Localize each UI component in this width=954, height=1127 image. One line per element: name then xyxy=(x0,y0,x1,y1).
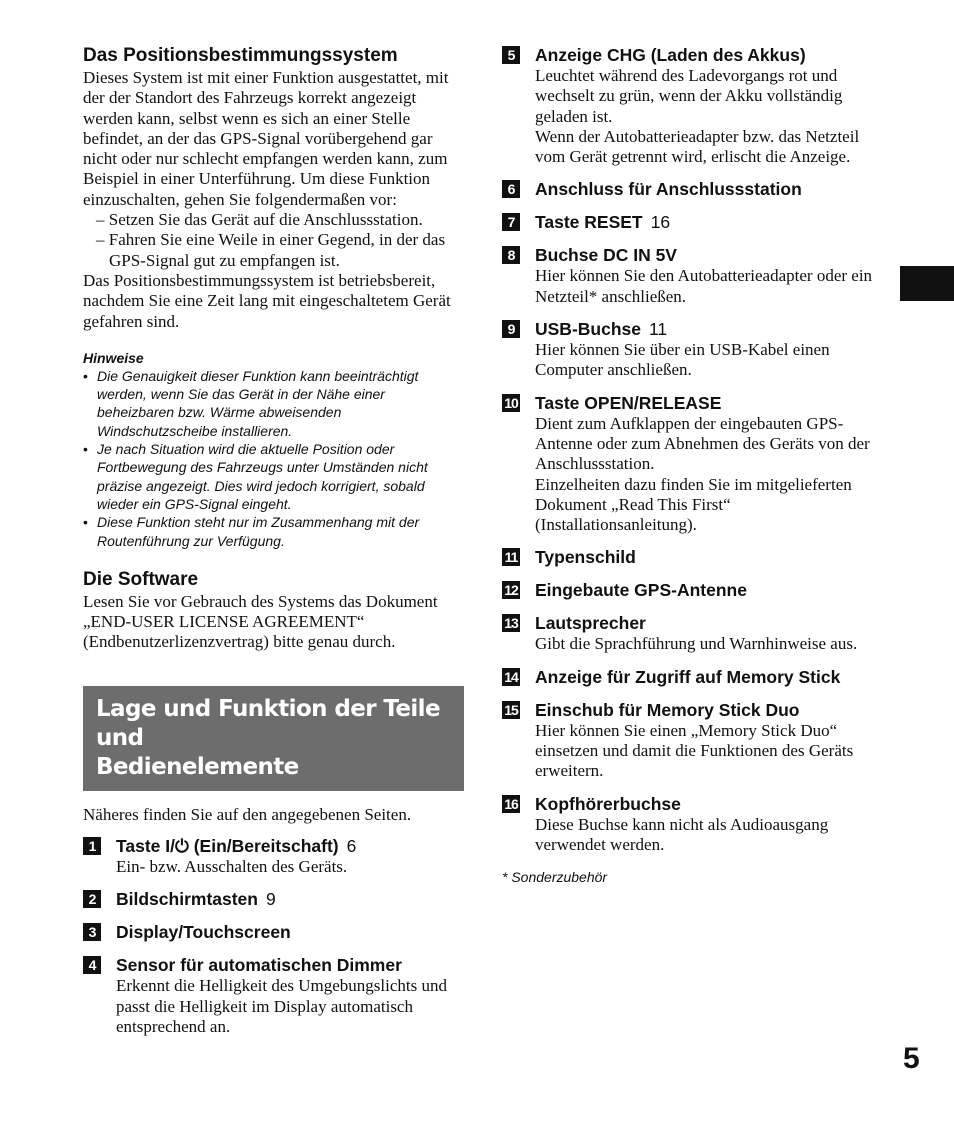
part-title xyxy=(502,244,892,266)
part-number-badge: 10 xyxy=(502,394,520,412)
part-title-text: Buchse DC IN 5V xyxy=(535,245,677,266)
part-number-badge: 11 xyxy=(502,548,520,566)
part-title xyxy=(502,44,892,66)
section-title-line2: Bedienelemente xyxy=(96,753,299,780)
part-number-badge: 15 xyxy=(502,701,520,719)
part-number-badge: 3 xyxy=(83,923,101,941)
part-item xyxy=(83,835,464,877)
part-title-text: Anzeige für Zugriff auf Memory Stick xyxy=(535,666,841,687)
part-title xyxy=(502,178,892,200)
footnote: * Sonderzubehör xyxy=(502,869,608,886)
part-title-text: Display/Touchscreen xyxy=(116,922,291,943)
part-item xyxy=(502,211,892,233)
part-description: Leuchtet während des Ladevorgangs rot und wechselt zu grün, wenn der Akku vollständig geladen ist. Wenn der Autobatterieadapter bzw. das Netzteil vom Gerät getrennt wird, erlischt die Anzeige. xyxy=(535,66,860,167)
page-reference: 16 xyxy=(650,212,671,233)
positioning-intro: Dieses System ist mit einer Funktion ausgestattet, mit der der Standort des Fahrzeugs korrekt angezeigt werden kann, selbst wenn es sich an einer Stelle befindet, an der das GPS-Signal vorübergehend gar nicht oder nur schlecht empfangen werden kann, zum Beispiel in einer Unterführung. Um diese Funktion einzuschalten, gehen Sie folgendermaßen vor: xyxy=(83,68,449,209)
software-heading: Die Software xyxy=(83,568,199,590)
part-description: Hier können Sie einen „Memory Stick Duo“ einsetzen und damit die Funktionen des Geräts erweitern. xyxy=(535,720,854,781)
part-item xyxy=(83,954,464,1037)
part-description: Diese Buchse kann nicht als Audioausgang verwendet werden. xyxy=(535,814,829,854)
part-item xyxy=(502,612,892,654)
part-title xyxy=(502,392,892,414)
part-item xyxy=(502,699,892,782)
left-column xyxy=(83,44,464,1048)
part-title xyxy=(83,835,464,857)
part-number-badge: 16 xyxy=(502,795,520,813)
note-item: • Je nach Situation wird die aktuelle Position oder Fortbewegung des Fahrzeugs unter Umständen nicht präzise angezeigt. Dies wird jedoch korrigiert, sobald wieder ein GPS-Signal eingeht. xyxy=(83,441,428,512)
part-description: Erkennt die Helligkeit des Umgebungslichts und passt die Helligkeit im Display automatisch entsprechend an. xyxy=(116,976,447,1036)
part-item xyxy=(502,44,892,167)
note-item: • Die Genauigkeit dieser Funktion kann beeinträchtigt werden, wenn Sie das Gerät in der Nähe einer beheizbaren bzw. Wärme abweisenden Windschutzscheibe installieren. xyxy=(83,367,419,439)
part-item xyxy=(83,888,464,910)
part-title xyxy=(83,954,464,976)
part-title-text: Lautsprecher xyxy=(535,613,646,634)
section-title-line1: Lage und Funktion der Teile und xyxy=(96,695,440,751)
part-title xyxy=(83,921,464,943)
part-number-badge: 8 xyxy=(502,246,520,264)
part-number-badge: 1 xyxy=(83,837,101,855)
part-title-text: Einschub für Memory Stick Duo xyxy=(535,699,800,720)
part-title-text: Taste OPEN/RELEASE xyxy=(535,392,722,413)
part-number-badge: 2 xyxy=(83,890,101,908)
section-intro: Näheres finden Sie auf den angegebenen Seiten. xyxy=(83,804,412,824)
part-title-text: Kopfhörerbuchse xyxy=(535,793,681,814)
part-title xyxy=(502,793,892,815)
part-title xyxy=(502,579,892,601)
part-item xyxy=(502,244,892,307)
part-title xyxy=(502,318,892,340)
notes-title: Hinweise xyxy=(83,349,144,366)
part-item xyxy=(502,579,892,601)
part-title-text: Typenschild xyxy=(535,547,636,568)
part-title-text: Sensor für automatischen Dimmer xyxy=(116,955,402,976)
part-title-text: Eingebaute GPS-Antenne xyxy=(535,580,747,601)
part-title xyxy=(502,699,892,721)
positioning-step: – Fahren Sie eine Weile in einer Gegend, in der das GPS-Signal gut zu empfangen ist. xyxy=(96,230,446,270)
part-title-text: Taste RESET xyxy=(535,212,643,233)
part-title-text: Anschluss für Anschlussstation xyxy=(535,179,802,200)
part-title xyxy=(502,612,892,634)
part-item xyxy=(83,921,464,943)
part-title xyxy=(83,888,464,910)
part-title-text: USB-Buchse xyxy=(535,319,641,340)
page-number: 5 xyxy=(903,1042,920,1075)
positioning-step: – Setzen Sie das Gerät auf die Anschlussstation. xyxy=(96,210,423,230)
right-column xyxy=(502,44,892,885)
section-banner xyxy=(83,686,464,791)
part-title xyxy=(502,546,892,568)
positioning-heading: Das Positionsbestimmungssystem xyxy=(83,45,398,66)
part-item xyxy=(502,793,892,856)
part-description: Dient zum Aufklappen der eingebauten GPS-Antenne oder zum Abnehmen des Geräts von der Anschlussstation. Einzelheiten dazu finden Sie im mitgelieferten Dokument „Read This First“ (Installationsanleitung). xyxy=(535,413,870,535)
chapter-tab xyxy=(900,266,954,301)
part-description: Hier können Sie über ein USB-Kabel einen Computer anschließen. xyxy=(535,340,830,380)
part-item xyxy=(502,392,892,536)
notes-list xyxy=(83,367,464,550)
part-item xyxy=(502,666,892,688)
part-item xyxy=(502,178,892,200)
part-description: Ein- bzw. Ausschalten des Geräts. xyxy=(116,857,348,877)
software-text: Lesen Sie vor Gebrauch des Systems das Dokument „END-USER LICENSE AGREEMENT“ (Endbenutzerlizenzvertrag) bitte genau durch. xyxy=(83,591,438,652)
part-description: Hier können Sie den Autobatterieadapter oder ein Netzteil* anschließen. xyxy=(535,266,873,306)
part-number-badge: 7 xyxy=(502,213,520,231)
part-title xyxy=(502,666,892,688)
part-title xyxy=(502,211,892,233)
parts-list-right xyxy=(502,44,892,855)
page-reference: 11 xyxy=(649,319,668,340)
part-title-text: Bildschirmtasten xyxy=(116,889,258,910)
part-number-badge: 14 xyxy=(502,668,520,686)
part-item xyxy=(502,546,892,568)
page-reference: 6 xyxy=(346,836,357,857)
part-number-badge: 6 xyxy=(502,180,520,198)
parts-list-left xyxy=(83,835,464,1037)
part-number-badge: 5 xyxy=(502,46,520,64)
part-item xyxy=(502,318,892,381)
part-number-badge: 12 xyxy=(502,581,520,599)
part-title-text: Anzeige CHG (Laden des Akkus) xyxy=(535,45,806,65)
part-number-badge: 9 xyxy=(502,320,520,338)
part-title-text: Taste I/⏻ (Ein/Bereitschaft) xyxy=(116,836,339,857)
note-item: • Diese Funktion steht nur im Zusammenhang mit der Routenführung zur Verfügung. xyxy=(83,514,420,549)
part-number-badge: 13 xyxy=(502,614,520,632)
page-reference: 9 xyxy=(265,889,276,910)
part-description: Gibt die Sprachführung und Warnhinweise aus. xyxy=(535,634,858,654)
positioning-outro: Das Positionsbestimmungssystem ist betriebsbereit, nachdem Sie eine Zeit lang mit eingeschaltetem Gerät gefahren sind. xyxy=(83,270,451,331)
part-number-badge: 4 xyxy=(83,956,101,974)
